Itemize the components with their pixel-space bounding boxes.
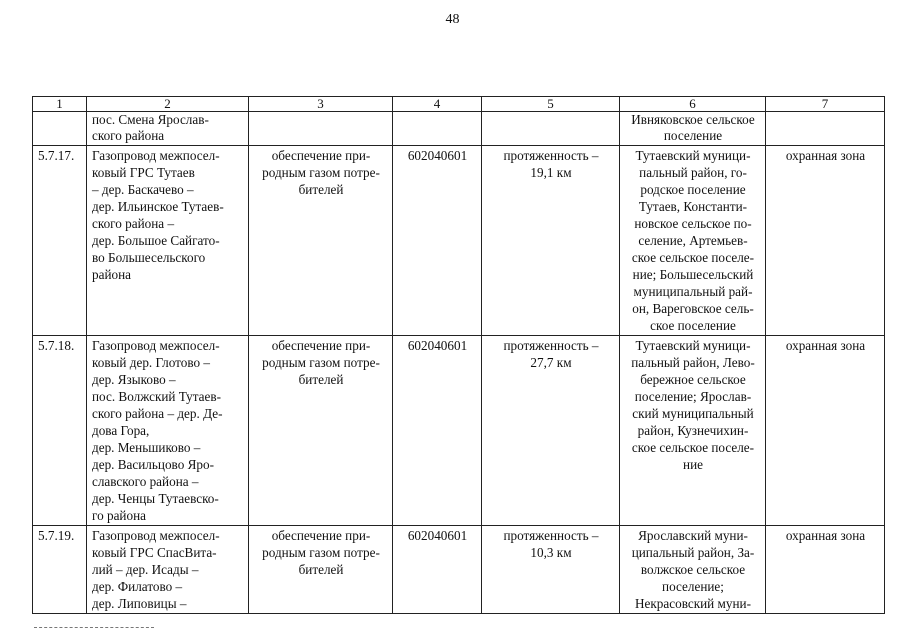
object-code: 602040601 <box>393 146 482 336</box>
page-number: 48 <box>445 12 460 27</box>
object-code: 602040601 <box>393 336 482 526</box>
object-name: Газопровод межпосел- ковый ГРС Тутаев – дер. Баскачево – дер. Ильинское Тутаев- ского района – дер. Большое Сайгато- во Большесельского района <box>87 146 249 336</box>
item-number: 5.7.17. <box>33 146 87 336</box>
document-table <box>32 96 885 614</box>
column-header: 5 <box>482 97 620 112</box>
object-name: Газопровод межпосел- ковый дер. Глотово – дер. Языково – пос. Волжский Тутаев- ского района – дер. Де- дова Гора, дер. Меньшиково – дер. Васильцово Яро- славского района – дер. Ченцы Тутаевско- го района <box>87 336 249 526</box>
territory: Тутаевский муници- пальный район, Лево- бережное сельское поселение; Ярослав- ский муниципальный район, Кузнечихин- ское сельское поселе- ние <box>620 336 766 526</box>
column-header: 4 <box>393 97 482 112</box>
column-header: 6 <box>620 97 766 112</box>
zone-type: охранная зона <box>766 526 885 614</box>
column-header: 1 <box>33 97 87 112</box>
territory: Тутаевский муници- пальный район, го- родское поселение Тутаев, Константи- новское сельское по- селение, Артемьев- ское сельское поселе- ние; Большесельский муниципальный рай- он, Вареговское сель- ское поселение <box>620 146 766 336</box>
object-code: 602040601 <box>393 526 482 614</box>
column-header: 7 <box>766 97 885 112</box>
column-header: 2 <box>87 97 249 112</box>
table-row <box>33 526 885 614</box>
divider <box>34 627 154 628</box>
purpose: обеспечение при- родным газом потре- бителей <box>249 336 393 526</box>
object-name: пос. Смена Ярослав- ского района <box>87 112 249 146</box>
purpose: обеспечение при- родным газом потре- бителей <box>249 146 393 336</box>
continuation-row <box>33 112 885 146</box>
column-header: 3 <box>249 97 393 112</box>
item-number: 5.7.18. <box>33 336 87 526</box>
zone-type: охранная зона <box>766 146 885 336</box>
characteristics: протяженность – 10,3 км <box>482 526 620 614</box>
table-row <box>33 146 885 336</box>
characteristics: протяженность – 19,1 км <box>482 146 620 336</box>
object-name: Газопровод межпосел- ковый ГРС СпасВита- лий – дер. Исады – дер. Филатово – дер. Липовицы – <box>87 526 249 614</box>
territory: Ивняковское сельское поселение <box>620 112 766 146</box>
table-header-row <box>33 97 885 112</box>
characteristics: протяженность – 27,7 км <box>482 336 620 526</box>
zone-type: охранная зона <box>766 336 885 526</box>
table-body <box>33 146 885 614</box>
purpose: обеспечение при- родным газом потре- бителей <box>249 526 393 614</box>
territory: Ярославский муни- ципальный район, За- волжское сельское поселение; Некрасовский муни- <box>620 526 766 614</box>
item-number: 5.7.19. <box>33 526 87 614</box>
table-row <box>33 336 885 526</box>
